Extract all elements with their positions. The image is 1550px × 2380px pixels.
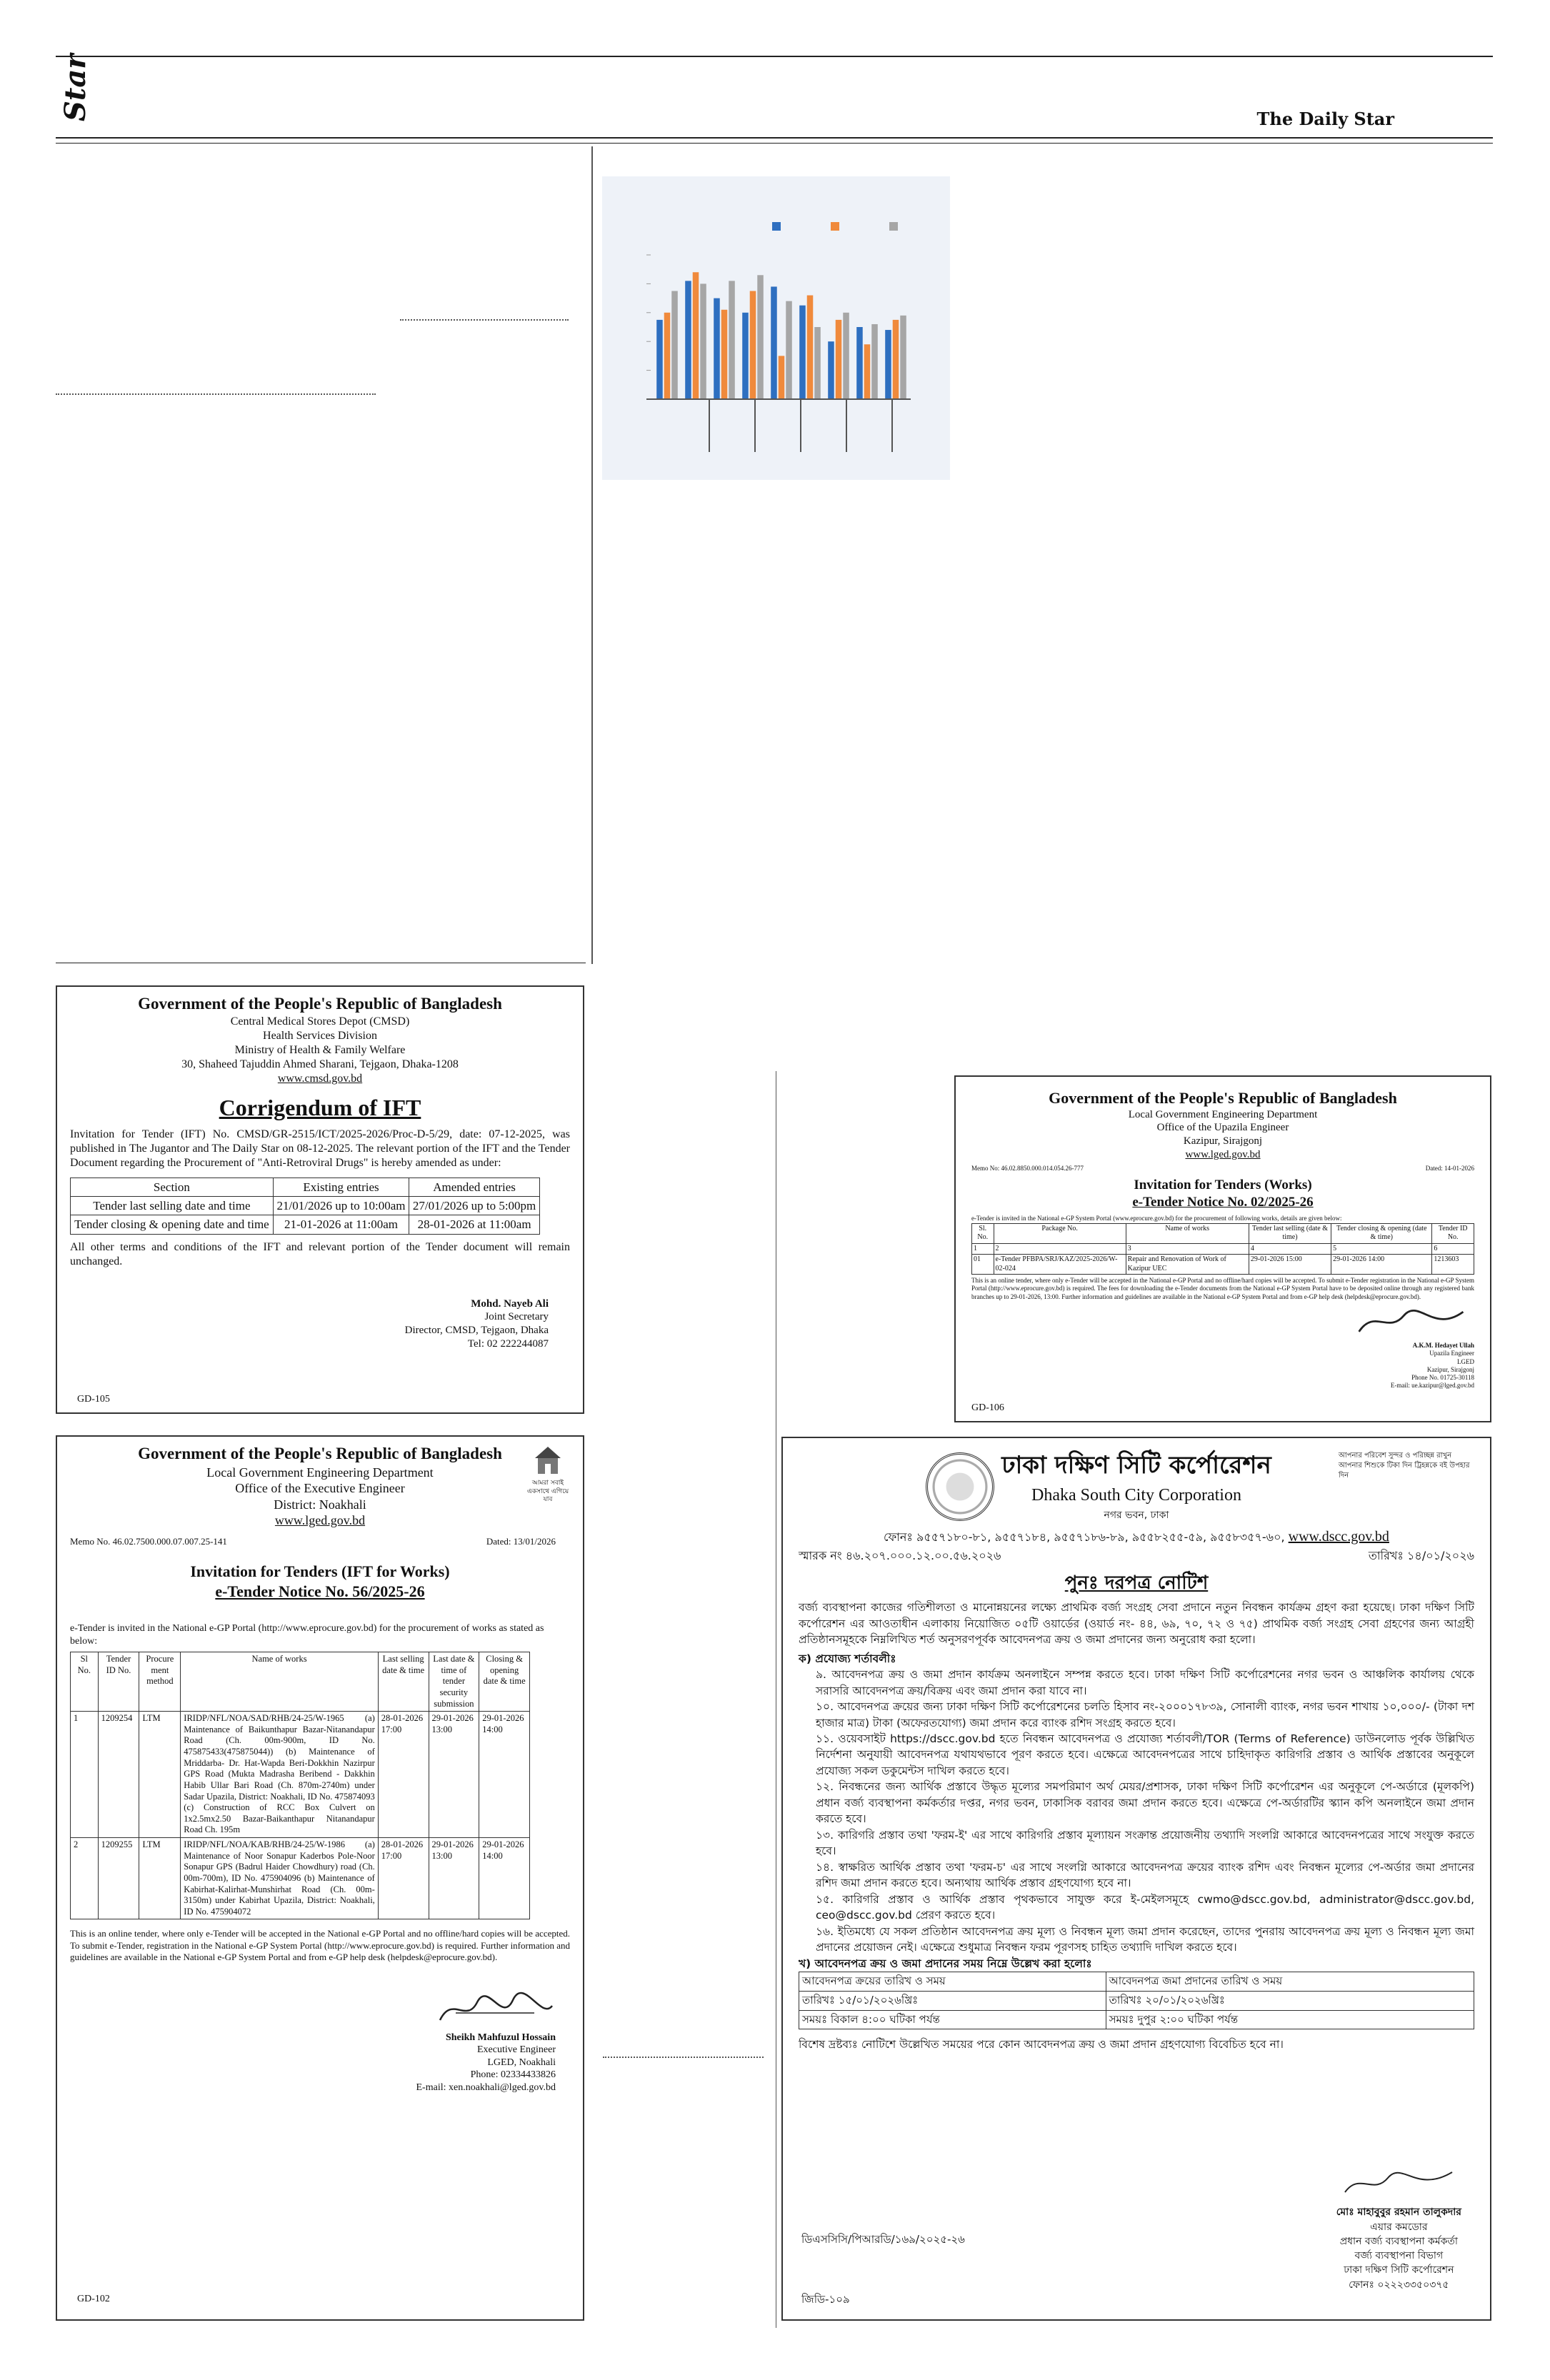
dscc-section-b: খ) আবেদনপত্র ক্রয় ও জমা প্রদানের সময় নিম্নে উল্লেখ করা হলোঃ [799,1957,1092,1970]
dscc-title-en: Dhaka South City Corporation [1031,1486,1241,1505]
dotted-line [400,319,569,321]
table-row: সময়ঃ বিকাল ৪:০০ ঘটিকা পর্যন্ত সময়ঃ দুপুর ২:০০ ঘটিকা পর্যন্ত [799,2010,1474,2029]
legend-marker [831,222,839,231]
table-header: Closing & opening date & time [479,1652,530,1712]
table-row: 2 1209255 LTM IRIDP/NFL/NOA/KAB/RHB/24-25/W-1986 (a) Maintenance of Noor Sonapur Kaderbos Pole-Noor Sonapur GPS (Badrul Haider Chowdhury) road (Ch. 00m-700m), ID No. 475904096 (b) Maintenance of Kabirhat-Kalirhat-Munshirhat Road (Ch. 00m-3150m) under Kabirhat Upazila, District: Noakhali, ID No. 475904072 28-01-2026 17:00 29-01-2026 13:00 29-01-2026 14:00 [71,1838,530,1919]
bar [671,291,678,400]
table-header: Existing entries [273,1178,409,1196]
cmsd-website-link[interactable]: www.cmsd.gov.bd [277,1072,363,1085]
noakhali-website-link[interactable]: www.lged.gov.bd [274,1513,366,1528]
signatory-org: LGED [1457,1357,1474,1365]
noakhali-office: Office of the Executive Engineer [235,1481,405,1496]
signatory-phone: Phone No. 01725-30118 [1411,1374,1474,1381]
signatory-name: Mohd. Nayeb Ali [471,1297,549,1310]
signatory-email[interactable]: E-mail: xen.noakhali@lged.gov.bd [416,2082,556,2093]
noakhali-intro: e-Tender is invited in the National e-GP Portal (http://www.eprocure.gov.bd) for the procurement of works as stated as below: [70,1623,544,1647]
cmsd-footer: All other terms and conditions of the IFT and relevant portion of the Tender document will remain unchanged. [70,1240,570,1267]
bar [843,313,849,399]
noakhali-district: District: Noakhali [274,1497,366,1512]
noakhali-tender-table [70,1652,530,1919]
dotted-line-2 [56,393,376,395]
dscc-schedule-table [799,1972,1474,2029]
memo-number: Memo No. 46.02.7500.000.07.007.25-141 [70,1535,227,1547]
signature-image [434,1992,556,2027]
list-item: ১০. আবেদনপত্র ক্রয়ের জন্য ঢাকা দক্ষিণ সিটি কর্পোরেশনের চলতি হিসাব নং-২০০০১৭৮৩৯, সোনালী ব্যাংক, নগর ভবন শাখায় ১০,০০০/- (টাকা দশ হাজার মাত্র) টাকা (অফেরতযোগ্য) জমা প্রদান করে ব্যাংক রশিদ সংগ্রহ করতে হবে। [816,1700,1474,1729]
dscc-website-link[interactable]: www.dscc.gov.bd [1288,1529,1389,1545]
signatory-tel: Tel: 02 222244087 [467,1337,549,1350]
bar [864,344,871,399]
bar [664,313,671,399]
legend-marker [772,222,781,231]
bar [799,306,806,399]
list-item: ১২. নিবন্ধনের জন্য আর্থিক প্রস্তাবে উদ্ধৃত মূল্যের সমপরিমাণ অর্থ মেয়র/প্রশাসক, ঢাকা দক্ষিণ সিটি কর্পোরেশন এর অনুকূলে পে-অর্ডারে (মূলকপি) প্রধান বর্জ্য ব্যবস্থাপনা কর্মকর্তার দপ্তর, নগর ভবন, ঢাকাসিক বরাবর জমা প্রদান করতে হবে। এক্ষেত্রে পে-অর্ডারটির স্ক্যান কপি অনলাইনে জমা প্রদান করতে হবে। [816,1780,1474,1826]
bar [893,320,899,399]
kazipur-tender-ad [954,1075,1491,1422]
kazipur-notice-number: e-Tender Notice No. 02/2025-26 [1132,1194,1314,1210]
dscc-title-bn: ঢাকা দক্ষিণ সিটি কর্পোরেশন [1001,1451,1271,1480]
signatory-org: ঢাকা দক্ষিণ সিটি কর্পোরেশন [1344,2264,1454,2276]
list-item: ৯. আবেদনপত্র ক্রয় ও জমা প্রদান কার্যক্রম অনলাইনে সম্পন্ন করতে হবে। ঢাকা দক্ষিণ সিটি কর্পোরেশনের নগর ভবন ও আঞ্চলিক কার্যালয় থেকে সরাসরি আবেদনপত্র ক্রয়/বিক্রয় এবং জমা প্রদান করা যাবে না। [816,1668,1474,1697]
table-header: Procure ment method [139,1652,181,1712]
kazipur-tender-table [971,1223,1474,1275]
bar [742,313,749,399]
kazipur-title: Invitation for Tenders (Works) [1134,1177,1312,1192]
cmsd-division: Health Services Division [263,1029,377,1042]
table-header: Name of works [181,1652,379,1712]
table-row: 1 1209254 LTM IRIDP/NFL/NOA/SAD/RHB/24-25/W-1965 (a) Maintenance of Baikunthapur Bazar-Nitanandapur Road (Ch. 00m-900m, ID No. 475875433(475875044)) (b) Maintenance of Mriddarba- Dr. Hat-Wapda Beri-Dokkhin Nazirpur GPS Road (Mukta Madrasha Beribend - Dakkhin Habib Ullar Bari Road (Ch. 870m-2740m) under Sadar Upazila, District: Noakhali, ID No. 475874093 (c) Construction of RCC Box Culvert on 1x2.5mx2.50 Bazar-Baikanthapur Nitanandapur Road Ch. 195m 28-01-2026 17:00 29-01-2026 13:00 29-01-2026 14:00 [71,1712,530,1838]
table-row: Tender last selling date and time 21/01/2026 up to 10:00am 27/01/2026 up to 5:00pm [71,1197,540,1215]
top-rule [56,56,1493,57]
dscc-heading: পুনঃ দরপত্র নোটিশ [1064,1572,1209,1594]
table-header: Sl. No. [972,1223,994,1243]
kazipur-office: Office of the Upazila Engineer [1156,1122,1289,1134]
signatory-title: Executive Engineer [476,2044,556,2056]
signatory-name: মোঃ মাহাবুবুর রহমান তালুকদার [1336,2206,1461,2219]
bar [786,301,792,399]
signatory-email[interactable]: E-mail: ue.kazipur@lged.gov.bd [1390,1382,1474,1390]
bar [700,283,706,399]
memo-number: Memo No: 46.02.8850.000.014.054.26-777 [971,1164,1084,1172]
legend-marker [889,222,898,231]
bar [714,298,720,399]
signatory-phone: Phone: 02334433826 [470,2069,556,2081]
table-header: Last date & time of tender security submission [429,1652,479,1712]
bar [814,327,821,399]
bar [900,316,906,399]
ad-code: জিডি-১০৯ [801,2293,850,2306]
signatory-title: Joint Secretary [484,1311,549,1323]
noakhali-dept: Local Government Engineering Department [206,1465,434,1480]
cmsd-corrigendum-ad [56,985,584,1414]
kazipur-signature-block [971,1304,1474,1390]
memo-date: Dated: 14-01-2026 [1425,1164,1474,1172]
table-row: 01 e-Tender PFBPA/SRJ/KAZ/2025-2026/W-02-024 Repair and Renovation of Work of Kazipur UEC 29-01-2026 15:00 29-01-2026 14:00 1213603 [972,1255,1474,1275]
bar [779,356,785,399]
signatory-title: প্রধান বর্জ্য ব্যবস্থাপনা কর্মকর্তা [1339,2235,1458,2247]
signatory-name: A.K.M. Hedayet Ullah [1412,1342,1474,1349]
table-header: আবেদনপত্র জমা প্রদানের তারিখ ও সময় [1106,1972,1474,1992]
cmsd-address: 30, Shaheed Tajuddin Ahmed Sharani, Tejgaon, Dhaka-1208 [181,1058,459,1070]
table-header: Amended entries [409,1178,540,1196]
list-item: ১৫. কারিগরি প্রস্তাব ও আর্থিক প্রস্তাব পৃথকভাবে সাযুক্ত করে ই-মেইলসমূহে cwmo@dscc.gov.bd, administrator@dscc.gov.bd, ceo@dscc.gov.bd প্রেরণ করতে হবে। [816,1892,1474,1922]
cmsd-gov-title: Government of the People's Republic of Bangladesh [138,995,502,1013]
cmsd-ministry: Ministry of Health & Family Welfare [234,1043,406,1056]
bar [693,272,699,399]
signatory-org: Director, CMSD, Tejgaon, Dhaka [404,1325,549,1336]
noakhali-note: This is an online tender, where only e-Tender will be accepted in the National e-GP Portal and no offline/hard copies will be accepted. To submit e-Tender, registration in the National e-GP System Portal (http://www.eprocure.gov.bd) is required. Further information and guidelines are available in the National e-GP System Portal and from e-GP help desk (helpdesk@eprocure.gov.bd). [70,1928,570,1962]
table-header: Last selling date & time [378,1652,429,1712]
table-header: Tender ID No. [98,1652,139,1712]
bar-chart-svg [602,176,950,480]
table-header: Sl No. [71,1652,99,1712]
dscc-retender-notice [781,1437,1491,2321]
dscc-address: নগর ভবন, ঢাকা [1104,1510,1169,1522]
masthead-rule [56,137,1493,139]
list-item: ১৪. স্বাক্ষরিত আর্থিক প্রস্তাব তথা 'ফরম-চ' এর সাথে সংলগ্নি আকারে আবেদনপত্র ক্রয়ের ব্যাংক রশিদ এবং নিবন্ধন মূল্যের পে-অর্ডার জমা প্রদানের রশিদ জমা প্রদান করতে হবে। অন্যথায় আর্থিক প্রস্তাব গ্রহণযোগ্য হবে না। [816,1860,1474,1890]
dscc-slogan: আপনার পরিবেশ সুন্দর ও পরিচ্ছন্ন রাখুন আপনার শিশুকে টিকা দিন ট্রিহন্নকে বই উপহার দিন [1339,1452,1470,1480]
kazipur-dept: Local Government Engineering Department [1128,1108,1318,1120]
signature-image [1353,1304,1474,1340]
table-header: Name of works [1126,1223,1249,1243]
cmsd-signature-block [70,1297,549,1351]
dscc-special-note: বিশেষ দ্রষ্টব্যঃ নোটিশে উল্লেখিত সময়ের পরে কোন আবেদনপত্র ক্রয় ও জমা প্রদান গ্রহণযোগ্য বিবেচিত হবে না। [799,2038,1284,2052]
noakhali-gov-title: Government of the People's Republic of Bangladesh [138,1445,502,1462]
dscc-intro: বর্জ্য ব্যবস্থাপনা কাজের গতিশীলতা ও মানোন্নয়নের লক্ষ্যে প্রাথমিক বর্জ্য সংগ্রহ সেবা প্রদানে নতুন নিবন্ধন কার্যক্রম গ্রহণ করা হয়েছে। ঢাকা দক্ষিণ সিটি কর্পোরেশন এর আওতাধীন এলাকায় নিয়োজিত ০৫টি ওয়ার্ডের (ওয়ার্ড নং- ৪৪, ৬৯, ৭০, ৭২ ও ৭৫) প্রাথমিক বর্জ্য সংগ্রহ সেবা গ্রহণের জন্য আগ্রহী প্রতিষ্ঠানসমূহকে নিম্নলিখিত শর্ত অনুসরণপূর্বক আবেদনপত্র ক্রয় ও জমা প্রদানের জন্য অনুরোধ করা হলো। [799,1601,1474,1647]
cmsd-body: Invitation for Tender (IFT) No. CMSD/GR-2515/ICT/2025-2026/Proc-D-5/29, date: 07-12-2025, was published in The Jugantor and The Daily Star on 08-12-2025. The relevant portion of the IFT and the Tender Document regarding the Procurement of "Anti-Retroviral Drugs" is hereby amended as under: [70,1128,570,1169]
dscc-section-a: ক) প্রযোজ্য শর্তাবলীঃ [799,1652,896,1665]
signature-image [1338,2165,1459,2201]
column-divider [591,146,593,964]
memo-date: Dated: 13/01/2026 [486,1535,556,1547]
list-item: ১৬. ইতিমধ্যে যে সকল প্রতিষ্ঠান আবেদনপত্র ক্রয় মূল্য ও নিবন্ধন মূল্য জমা প্রদান করেছেন, তাদের পুনরায় আবেদনপত্র ক্রয় মূল্য ও নিবন্ধন মূল্য জমা প্রদানের প্রয়োজন নেই। এক্ষেত্রে শুধুমাত্র নিবন্ধন ফরম পূরণসহ চাহিত তথ্যাদি দাখিল করতে হবে। [816,1924,1474,1954]
bar [656,320,663,399]
kazipur-website-link[interactable]: www.lged.gov.bd [1185,1148,1261,1160]
masthead-rule-2 [56,143,1493,144]
dscc-phone: ফোনঃ ৯৫৫৭১৮০-৮১, ৯৫৫৭১৮৪, ৯৫৫৭১৮৬-৮৯, ৯৫৫৮২৫৫-৫৯, ৯৫৫৮৩৫৭-৬০, [884,1530,1285,1545]
ad-code: GD-102 [77,2293,110,2304]
signatory-title: Upazila Engineer [1429,1350,1474,1357]
cmsd-org: Central Medical Stores Depot (CMSD) [230,1015,410,1028]
kazipur-gov-title: Government of the People's Republic of Bangladesh [1049,1089,1397,1107]
table-header: Tender closing & opening (date & time) [1331,1223,1432,1243]
bar [750,291,756,400]
dscc-signature-block [1336,2165,1461,2292]
table-header: Tender last selling (date & time) [1249,1223,1331,1243]
kazipur-intro: e-Tender is invited in the National e-GP System Portal (www.eprocure.gov.bd) for the procurement of following works, details are given below: [971,1215,1342,1222]
kazipur-note: This is an online tender, where only e-Tender will be accepted in the National e-GP Portal and no offline/hard copies will be accepted. To submit e-Tender registration in the National e-GP System Portal (http://www.eprocure.gov.bd) is required. The fees for downloading the e-Tender documents from the National e-GP System Portal have to be deposited online through any registered bank branches up to 29-01-2026, 13:00. Further information and guidelines are available in the National e-GP System Portal and from e-GP help desk (helpdesk@eprocure.gov.bd). [971,1277,1474,1300]
bar [721,310,728,399]
bar [807,296,814,399]
memo-date: তারিখঃ ১৪/০১/২০২৬ [1368,1549,1474,1563]
bar [729,281,735,399]
table-header: Tender ID No. [1432,1223,1474,1243]
noakhali-title: Invitation for Tenders (IFT for Works) [190,1562,450,1580]
cmsd-amendment-table [70,1178,540,1235]
ad-code: GD-106 [971,1402,1004,1413]
memo-number: স্মারক নং ৪৬.২০৭.০০০.১২.০০.৫৬.২০২৬ [799,1549,1001,1563]
dscc-conditions-list [799,1667,1474,1955]
list-item: ১৩. কারিগরি প্রস্তাব তথা 'ফরম-ই' এর সাথে কারিগরি প্রস্তাব মূল্যায়ন সংক্রান্ত প্রয়োজনীয় তথ্যাদি সংলগ্নি আকারে আবেদনপত্রের সাথে সংযুক্ত করতে হবে। [816,1828,1474,1858]
noakhali-signature-block [70,1992,556,2094]
lged-logo-icon: আমরা সবাই একসাথে এগিয়ে যাব [523,1445,573,1504]
ad-code: GD-105 [77,1393,110,1405]
bar [771,286,777,399]
table-header: Section [71,1178,274,1196]
bar [836,320,842,399]
bar [757,275,764,399]
table-row: 1 2 3 4 5 6 [972,1243,1474,1255]
bar-chart [602,176,950,480]
signatory-dept: বর্জ্য ব্যবস্থাপনা বিভাগ [1354,2250,1444,2262]
table-row: Tender closing & opening date and time 21-01-2026 at 11:00am 28-01-2026 at 11:00am [71,1215,540,1234]
bar [856,327,863,399]
bar [885,330,891,399]
noakhali-notice-number: e-Tender Notice No. 56/2025-26 [215,1582,425,1600]
kazipur-location: Kazipur, Sirajgonj [1183,1135,1263,1147]
list-item: ১১. ওয়েবসাইট https://dscc.gov.bd হতে নিবন্ধন আবেদনপত্র ও প্রযোজ্য শর্তাবলী/TOR (Terms of Reference) ডাউনলোড পূর্বক উল্লিখিত নির্দেশনা অনুযায়ী আবেদনপত্র যথাযথভাবে পূরণ করতে হবে। এক্ষেত্রে আবেদনপত্রের সাথে চাহিদাকৃত কারিগরি প্রস্তাব ও আর্থিক প্রস্তাবের অনুকূলে প্রযোজ্য সকল ডকুমেন্টস দাখিল করতে হবে। [816,1732,1474,1777]
cmsd-title: Corrigendum of IFT [219,1094,421,1120]
dotted-line-3 [603,2057,764,2058]
noakhali-tender-ad [56,1435,584,2321]
bar [871,324,878,399]
dscc-ref: ডিএসসিসি/পিআরডি/১৬৯/২০২৫-২৬ [801,2233,965,2246]
daily-star-logo: The Daily Star [1256,109,1394,129]
dscc-seal-icon [926,1452,994,1521]
signatory-location: Kazipur, Sirajgonj [1426,1365,1474,1373]
table-row: তারিখঃ ১৫/০১/২০২৬খ্রিঃ তারিখঃ ২০/০১/২০২৬খ্রিঃ [799,1991,1474,2010]
table-header: আবেদনপত্র ক্রয়ের তারিখ ও সময় [799,1972,1106,1992]
signatory-rank: এয়ার কমডোর [1370,2221,1428,2233]
signatory-phone: ফোনঃ ০২২২৩৩৫০৩৭৫ [1349,2279,1449,2291]
bar [828,341,834,399]
signatory-org: LGED, Noakhali [487,2057,556,2068]
star-logo: Star [59,54,92,121]
bar [685,281,691,399]
signatory-name: Sheikh Mahfuzul Hossain [445,2032,556,2043]
table-header: Package No. [994,1223,1126,1243]
